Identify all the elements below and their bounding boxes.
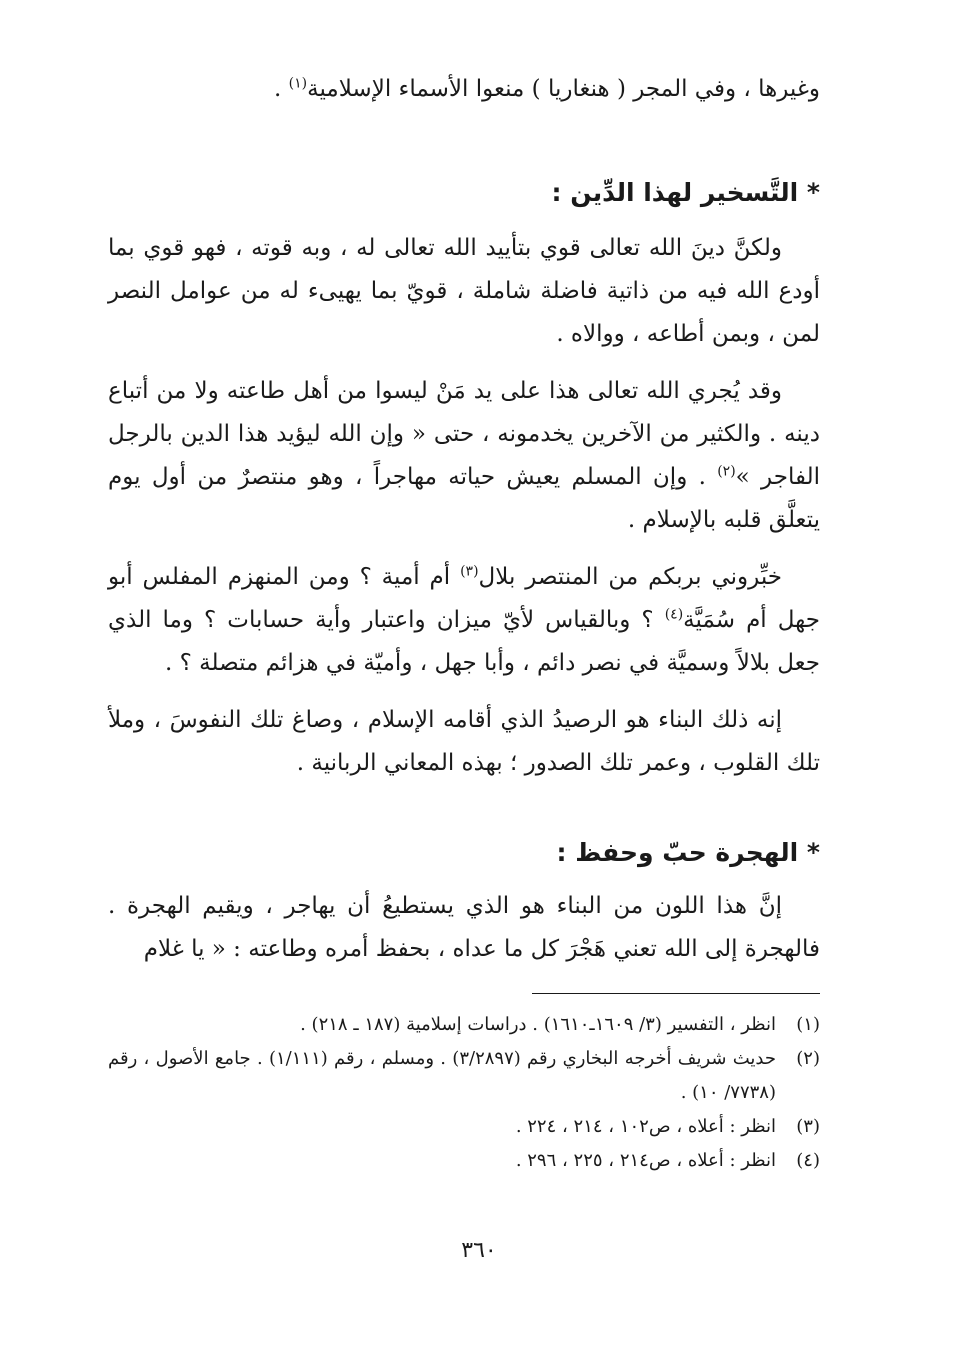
paragraph-2-part2: . وإن المسلم يعيش حياته مهاجراً ، وهو منتصرٌ من أول يوم يتعلَّق قلبه بالإسلام .: [108, 464, 820, 533]
footnote-mark: (٤): [796, 1150, 820, 1171]
paragraph-3-part2: أم أمية ؟ ومن المنهزم المفلس أبو جهل أم سُمَيَّة: [108, 564, 820, 633]
intro-text: وغيرها ، وفي المجر ( هنغاريا ) منعوا الأسماء الإسلامية: [307, 76, 820, 102]
footnote-ref-1: (١): [288, 75, 308, 92]
footnote-text: انظر ، التفسير (٣/ ١٦٠٩ـ١٦١٠) . دراسات إسلامية (١٨٧ ـ ٢١٨) .: [300, 1014, 776, 1035]
footnote-2: [108, 1042, 820, 1110]
footnote-text: حديث شريف أخرجه البخاري رقم (٣/٢٨٩٧) . ومسلم ، رقم (١/١١١) . جامع الأصول ، رقم (٧٧٣٨/ ١٠) .: [108, 1048, 777, 1103]
paragraph-1: ولكنَّ دينَ الله تعالى قوي بتأييد الله تعالى له ، وبه قوته ، فهو قوي بما أودع الله فيه من ذاتية فاضلة شاملة ، قويّ بما يهيىء له من عوامل النصر لمن ، وبمن أطاعه ، ووالاه .: [108, 235, 820, 347]
paragraph-2: [108, 370, 820, 542]
footnote-text: انظر : أعلاه ، ص٢١٤ ، ٢٢٥ ، ٢٩٦ .: [515, 1150, 776, 1171]
footnote-1: [108, 1008, 820, 1042]
footnote-3: [108, 1110, 820, 1144]
paragraph-2-part1: وقد يُجري الله تعالى هذا على يد مَنْ ليسوا من أهل طاعته ولا من أتباع دينه . والكثير من الآخرين يخدمونه ، حتى « وإن الله ليؤيد هذا الدين بالرجل الفاجر »: [108, 378, 820, 490]
footnote-mark: (٢): [796, 1048, 820, 1069]
footnote-4: [108, 1144, 820, 1178]
footnote-mark: (١): [796, 1014, 820, 1035]
footnote-divider: [532, 993, 820, 994]
footnote-ref-4: (٤): [664, 606, 684, 623]
paragraph-3-part1: خبِّروني بربكم من المنتصر بلال: [478, 564, 782, 590]
section-heading-taskheer: * التَّسخير لهذا الدِّين :: [551, 178, 820, 207]
intro-tail: .: [274, 76, 289, 102]
paragraph-5: إنَّ هذا اللون من البناء هو الذي يستطيعُ أن يهاجر ، ويقيم الهجرة . فالهجرة إلى الله تعني هَجْرَ كل ما عداه ، بحفظ أمره وطاعته : « يا غلام: [108, 893, 820, 962]
intro-line: [108, 68, 820, 111]
footnote-ref-2: (٢): [717, 463, 736, 480]
footnote-mark: (٣): [796, 1116, 820, 1137]
paragraph-3-part3: ؟ وبالقياس لأيّ ميزان واعتبار وأية حسابات ؟ وما الذي جعل بلالاً وسميَّة في نصر دائم ، وأبا جهل ، وأميّة في هزائم متصلة ؟ .: [108, 607, 820, 676]
page-number: ٣٦٠: [461, 1238, 497, 1263]
footnote-ref-3: (٣): [460, 563, 479, 580]
paragraph-4: إنه ذلك البناء هو الرصيدُ الذي أقامه الإسلام ، وصاغ تلك النفوسَ ، وملأ تلك القلوب ، وعمر تلك الصدور ؛ بهذه المعاني الربانية .: [108, 707, 820, 776]
paragraph-3: [108, 556, 820, 685]
footnote-text: انظر : أعلاه ، ص١٠٢ ، ٢١٤ ، ٢٢٤ .: [515, 1116, 776, 1137]
section-heading-hijra: * الهجرة حبّ وحفظ :: [556, 838, 820, 867]
footnotes: [108, 1008, 820, 1178]
